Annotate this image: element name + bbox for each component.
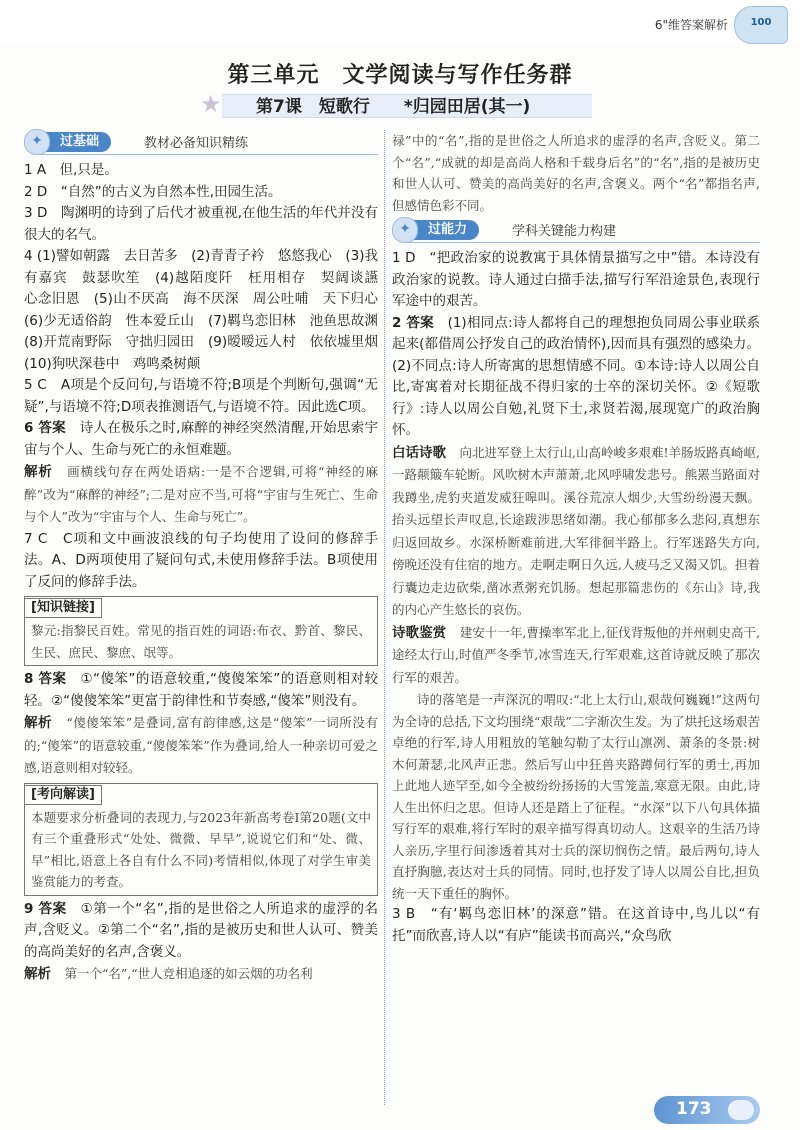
lesson-title: 第7课 短歌行 *归园田居(其一) xyxy=(256,97,531,117)
ability-answer-2-label: 2 答案 xyxy=(392,314,434,331)
poem-appreciation xyxy=(392,622,760,690)
section-header-ability xyxy=(392,218,760,244)
page-number: 173 xyxy=(676,1099,712,1119)
analysis-9-continued: 禄”中的“名”,指的是世俗之人所追求的虚浮的名声,含贬义。第二个“名”,“成就的却是高尚人格和千载身后名”的“名”,指的是被历史和世人认可、赞美的高尚美好的名声,含褒义。两个“名”都指名声,但感情色彩不同。 xyxy=(392,133,760,213)
answer-6 xyxy=(24,418,378,461)
answer-8-text: ①“傻笨”的语意较重,“傻傻笨笨”的语意则相对较轻。②“傻傻笨笨”更富于韵律性和节奏感,“傻笨”则没有。 xyxy=(24,671,379,709)
analysis-8-label: 解析 xyxy=(24,715,53,731)
analysis-8 xyxy=(24,712,378,780)
answer-8 xyxy=(24,669,378,712)
header-strip xyxy=(0,0,800,44)
knowledge-link-box xyxy=(24,596,378,666)
answer-9-text: ①第一个“名”,指的是世俗之人所追求的虚浮的名声,含贬义。②第二个“名”,指的是被历史和世人认可、赞美的高尚美好的名声,含褒义。 xyxy=(24,900,379,960)
analysis-6-label: 解析 xyxy=(24,464,53,480)
section-label: 过基础 xyxy=(34,132,111,152)
section-underline xyxy=(402,242,760,243)
ability-answer-1: 1 D “把政治家的说教寓于具体情景描写之中”错。本诗没有政治家的说教。诗人通过白描手法,描写行军沿途景色,表现行军途中的艰苦。 xyxy=(392,250,760,309)
exam-insight-tag: [考向解读] xyxy=(24,785,102,805)
section-header-basics xyxy=(24,130,378,156)
answer-9-label: 9 答案 xyxy=(24,900,67,917)
lesson-title-row xyxy=(200,92,600,118)
ability-answer-2 xyxy=(392,313,760,442)
answer-4: 4 (1)譬如朝露 去日苦多 (2)青青子衿 悠悠我心 (3)我有嘉宾 鼓瑟吹笙 (4)越陌度阡 枉用相存 契阔谈讌 心念旧恩 (5)山不厌高 海不厌深 周公吐哺 天下归心 (6)少无适俗韵 性本爱丘山 (7)羁鸟恋旧林 池鱼思故渊 (8)开荒南野际 守拙归园田 (9)暧暧远人村 依依墟里烟 (10)狗吠深巷中 鸡鸣桑树颠 xyxy=(24,248,392,372)
sparkle-icon: ✦ xyxy=(24,129,50,155)
poem-appreciation-text: 建安十一年,曹操率军北上,征伐背叛他的并州刺史高干,途经太行山,时值严冬季节,冰雪连天,行军艰难,这首诗就反映了那次行军的艰苦。 xyxy=(392,624,761,685)
analysis-8-text: “傻傻笨笨”是叠词,富有韵律感,这是“傻笨”一词所没有的;“傻笨”的语意较重,“傻傻笨笨”作为叠词,给人一种亲切可爱之感,语意则相对较轻。 xyxy=(24,715,379,775)
unit-title: 第三单元 文学阅读与写作任务群 xyxy=(227,63,573,88)
poem-appreciation-2: 诗的落笔是一声深沉的喟叹:“北上太行山,艰哉何巍巍!”这两句为全诗的总括,下文均围绕“艰哉”二字渐次生发。为了烘托这场艰苦卓绝的行军,诗人用粗放的笔触勾勒了太行山凛冽、萧条的冬景:树木何萧瑟,北风声正悲。然后写山中狂兽夹路蹲伺行军的勇士,再加上此地人迹罕至,如今全被纷纷扬扬的大雪笼盖,寒意无限。由此,诗人生出怀归之思。但诗人还是踏上了征程。“水深”以下八句具体描写行军的艰难,将行军时的艰辛描写得真切动人。这艰辛的生活乃诗人亲历,字里行间渗透着其对士兵的深切悯伤之情。最后两句,诗人直抒胸臆,表达对士兵的同情。同时,也抒发了诗人以周公自比,担负统一天下重任的胸怀。 xyxy=(392,692,760,901)
analysis-6-text: 画横线句存在两处语病:一是不合逻辑,可将“神经的麻醉”改为“麻醉的神经”;二是对应不当,可将“宇宙与生死亡、生命与个人”改为“宇宙与个人、生命与死亡”。 xyxy=(24,464,379,524)
vernacular-poem-label: 白话诗歌 xyxy=(392,444,447,461)
answer-3: 3 D 陶渊明的诗到了后代才被重视,在他生活的年代并没有很大的名气。 xyxy=(24,205,378,243)
knowledge-link-text: 黎元:指黎民百姓。常见的指百姓的词语:布衣、黔首、黎民、生民、庶民、黎庶、氓等。 xyxy=(31,623,371,660)
answer-7: 7 C C项和文中画波浪线的句子均使用了设问的修辞手法。A、D两项使用了疑问句式,未使用修辞手法。B项使用了反问的修辞手法。 xyxy=(24,530,378,590)
logo-badge-icon xyxy=(734,6,788,44)
knowledge-link-tag: [知识链接] xyxy=(24,598,102,618)
left-column xyxy=(24,130,392,986)
answer-6-text: 诗人在极乐之时,麻醉的神经突然清醒,开始思索宇宙与个人、生命与死亡的永恒难题。 xyxy=(24,420,378,458)
analysis-6 xyxy=(24,461,378,529)
header-tag: 6"维答案解析 xyxy=(654,18,728,32)
star-icon: ★ xyxy=(200,90,222,118)
ability-answer-3: 3 B “有‘羁鸟恋旧林’的深意”错。在这首诗中,鸟儿以“有托”而欣喜,诗人以“有庐”能读书而高兴,“众鸟欣 xyxy=(392,906,760,944)
answer-6-label: 6 答案 xyxy=(24,420,66,436)
mascot-icon xyxy=(728,1100,754,1120)
vernacular-poem-text: 向北进军登上太行山,山高岭峻多艰难!羊肠坂路真崎岖,一路颠簸车轮断。风吹树木声萧萧,北风呼啸发悲号。熊罴当路面对我蹲坐,虎豹夹道发威狂嗥叫。溪谷荒凉人烟少,大雪纷纷漫天飘。抬头远望长声叹息,长途跋涉思绪如潮。我心郁郁多么悲闷,真想东归返回故乡。水深桥断难前进,大军徘徊半路上。行军迷路失方向,傍晚还没有住宿的地方。走啊走啊日久远,人疲马乏又渴又饥。担着行囊边走边砍柴,凿冰煮粥充饥肠。想起那篇悲伤的《东山》诗,我的内心产生悠长的哀伤。 xyxy=(392,444,761,617)
page-number-tab xyxy=(654,1096,760,1124)
answer-2: 2 D “自然”的古义为自然本性,田园生活。 xyxy=(24,183,282,200)
right-column xyxy=(392,130,760,947)
exam-insight-box xyxy=(24,783,378,896)
poem-appreciation-label: 诗歌鉴赏 xyxy=(392,624,447,641)
logo-badge-text: 100 xyxy=(750,17,772,28)
answer-1: 1 A 但,只是。 xyxy=(24,162,118,178)
sparkle-icon: ✦ xyxy=(392,217,418,243)
section-subtitle: 教材必备知识精练 xyxy=(144,136,249,151)
vernacular-poem xyxy=(392,442,760,622)
section-subtitle: 学科关键能力构建 xyxy=(512,224,617,239)
answer-5: 5 C A项是个反问句,与语境不符;B项是个判断句,强调“无疑”,与语境不符;D项表推测语气,与语境不符。因此选C项。 xyxy=(24,377,378,415)
ability-answer-2-text: (1)相同点:诗人都将自己的理想抱负同周公事业联系起来(都借周公抒发自己的政治情怀),因而具有强烈的感染力。(2)不同点:诗人所寄寓的思想情感不同。①本诗:诗人以周公自比,寄寓着对长期征战不得归家的士卒的深切关怀。②《短歌行》:诗人以周公自勉,礼贤下士,求贤若渴,展现宽广的政治胸怀。 xyxy=(392,314,761,438)
exam-insight-text: 本题要求分析叠词的表现力,与2023年新高考卷Ⅰ第20题(文中有三个重叠形式“处处、微微、早早”,说说它们和“处、微、早”相比,语意上各自有什么不同)考情相似,体现了对学生审美鉴赏能力的考查。 xyxy=(31,809,371,889)
answer-9 xyxy=(24,899,378,964)
analysis-9-text: 第一个“名”,“世人竞相追逐的如云烟的功名利 xyxy=(64,966,313,981)
analysis-9 xyxy=(24,963,378,986)
section-label: 过能力 xyxy=(402,220,479,240)
section-underline xyxy=(34,154,378,155)
analysis-9-label: 解析 xyxy=(24,966,51,982)
answer-8-label: 8 答案 xyxy=(24,671,67,687)
